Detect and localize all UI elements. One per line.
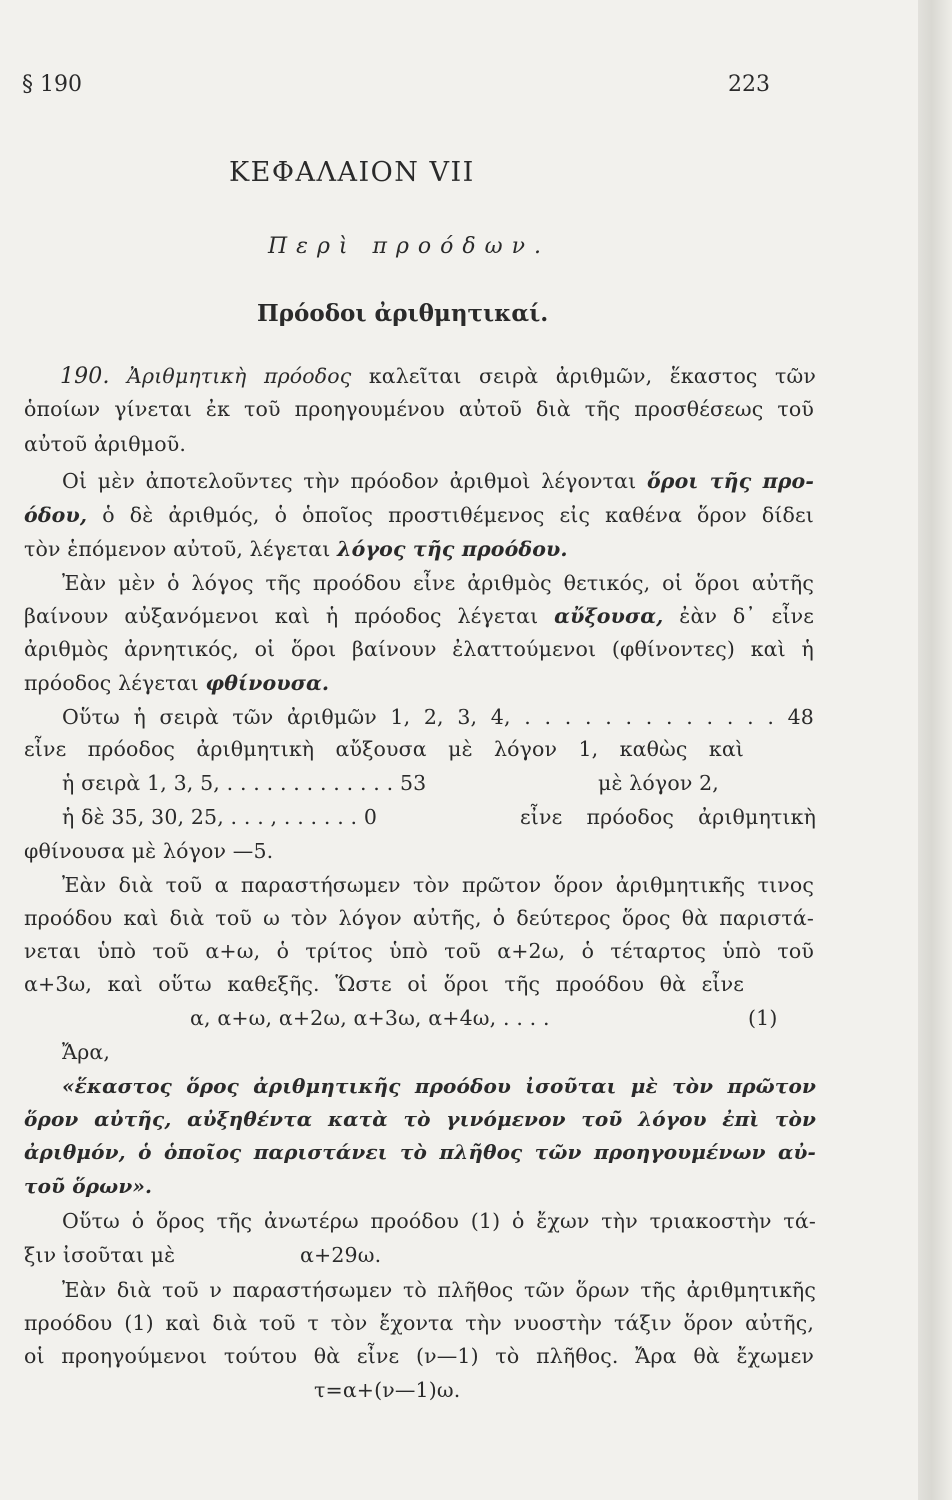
rule-line1: «ἕκαστος ὅρος ἀριθμητικῆς προόδου ἰσοῦται μὲ τὸν πρῶτον (62, 1074, 816, 1098)
par5-line2-start: ξιν ἰσοῦται μὲ (24, 1243, 176, 1267)
par1-line3: αὐτοῦ ἀριθμοῦ. (24, 432, 186, 456)
par2-line1: Οἱ μὲν ἀποτελοῦντες τὴν πρόοδον ἀριθμοὶ λέγονται ὅροι τῆς προ- (62, 469, 815, 493)
rule-line4: τοῦ ὅρων». (24, 1174, 153, 1198)
progression-formula: α, α+ω, α+2ω, α+3ω, α+4ω, . . . . (190, 1006, 550, 1030)
chapter-title: ΚΕΦΑΛΑΙΟΝ VII (229, 157, 475, 188)
example-line3-ratio: μὲ λόγον 2, (598, 771, 719, 795)
par1-line1: 190. Ἀριθμητικὴ πρόοδος καλεῖται σειρὰ ἀριθμῶν, ἕκαστος τῶν (60, 364, 816, 389)
rule-line3: ἀριθμόν, ὁ ὁποῖος παριστάνει τὸ πλῆθος τῶν προηγουμένων αὐ- (24, 1140, 816, 1164)
par6-line3: οἱ προηγούμενοι τούτου θὰ εἶνε (ν—1) τὸ πλῆθος. Ἄρα θὰ ἔχωμεν (24, 1344, 814, 1368)
par1-term: Ἀριθμητικὴ πρόοδος (127, 364, 352, 388)
example-line4-rest: εἶνε πρόοδος ἀριθμητικὴ (520, 805, 816, 829)
example-line1: Οὕτω ἡ σειρὰ τῶν ἀριθμῶν 1, 2, 3, 4, . . . . . . . . . . . . . 48 (62, 705, 814, 729)
par3-line2: βαίνουν αὐξανόμενοι καὶ ἡ πρόοδος λέγεται αὔξουσα, ἐὰν δ᾿ εἶνε (24, 604, 815, 628)
par2-line2: όδου, ὁ δὲ ἀριθμός, ὁ ὁποῖος προστιθέμενος εἰς καθένα ὅρον δίδει (24, 503, 814, 527)
par4-line4: α+3ω, καὶ οὕτω καθεξῆς. Ὥστε οἱ ὅροι τῆς προόδου θὰ εἶνε (24, 972, 744, 996)
section-heading: Πρόοδοι ἀριθμητικαί. (257, 300, 549, 327)
section-number: § 190 (22, 72, 82, 97)
example-line4-series: ἡ δὲ 35, 30, 25, . . . , . . . . . . 0 (62, 805, 378, 829)
nth-term-formula: τ=α+(ν—1)ω. (314, 1378, 461, 1402)
rule-line2: ὅρον αὐτῆς, αὐξηθέντα κατὰ τὸ γινόμενον τοῦ λόγου ἐπὶ τὸν (24, 1107, 816, 1131)
par3-line1: Ἐὰν μὲν ὁ λόγος τῆς προόδου εἶνε ἀριθμὸς θετικός, οἱ ὅροι αὐτῆς (62, 571, 814, 595)
par5-line2-formula: α+29ω. (300, 1243, 382, 1267)
page-number: 223 (728, 72, 770, 97)
page-edge (918, 0, 952, 1500)
par6-line1: Ἐὰν διὰ τοῦ ν παραστήσωμεν τὸ πλῆθος τῶν ὅρων τῆς ἀριθμητικῆς (62, 1278, 816, 1302)
par4-line2: προόδου καὶ διὰ τοῦ ω τὸν λόγον αὐτῆς, ὁ δεύτερος ὅρος θὰ παριστά- (24, 906, 814, 930)
par5-line1: Οὕτω ὁ ὅρος τῆς ἀνωτέρω προόδου (1) ὁ ἔχων τὴν τριακοστὴν τά- (62, 1209, 816, 1233)
example-line5: φθίνουσα μὲ λόγον —5. (24, 839, 274, 863)
par1-line2: ὁποίων γίνεται ἐκ τοῦ προηγουμένου αὐτοῦ διὰ τῆς προσθέσεως τοῦ (24, 397, 814, 421)
ara-word: Ἄρα, (62, 1040, 111, 1064)
par6-line2: προόδου (1) καὶ διὰ τοῦ τ τὸν ἔχοντα τὴν νυοστὴν τάξιν ὅρον αὐτῆς, (24, 1311, 814, 1335)
example-line3-series: ἡ σειρὰ 1, 3, 5, . . . . . . . . . . . . . 53 (62, 771, 427, 795)
formula-label: (1) (748, 1006, 778, 1030)
par3-line4: πρόοδος λέγεται φθίνουσα. (24, 671, 330, 695)
example-line2: εἶνε πρόοδος ἀριθμητικὴ αὔξουσα μὲ λόγον 1, καθὼς καὶ (24, 737, 744, 761)
par3-line3: ἀριθμὸς ἀρνητικός, οἱ ὅροι βαίνουν ἐλαττούμενοι (φθίνοντες) καὶ ἡ (24, 637, 814, 661)
par4-line1: Ἐὰν διὰ τοῦ α παραστήσωμεν τὸν πρῶτον ὅρον ἀριθμητικῆς τινος (62, 873, 814, 897)
par2-line3: τὸν ἑπόμενον αὐτοῦ, λέγεται λόγος τῆς προόδου. (24, 537, 568, 561)
par4-line3: νεται ὑπὸ τοῦ α+ω, ὁ τρίτος ὑπὸ τοῦ α+2ω, ὁ τέταρτος ὑπὸ τοῦ (24, 939, 814, 963)
par1-number: 190. (60, 364, 110, 389)
chapter-subtitle: Περὶ προόδων. (268, 234, 550, 259)
